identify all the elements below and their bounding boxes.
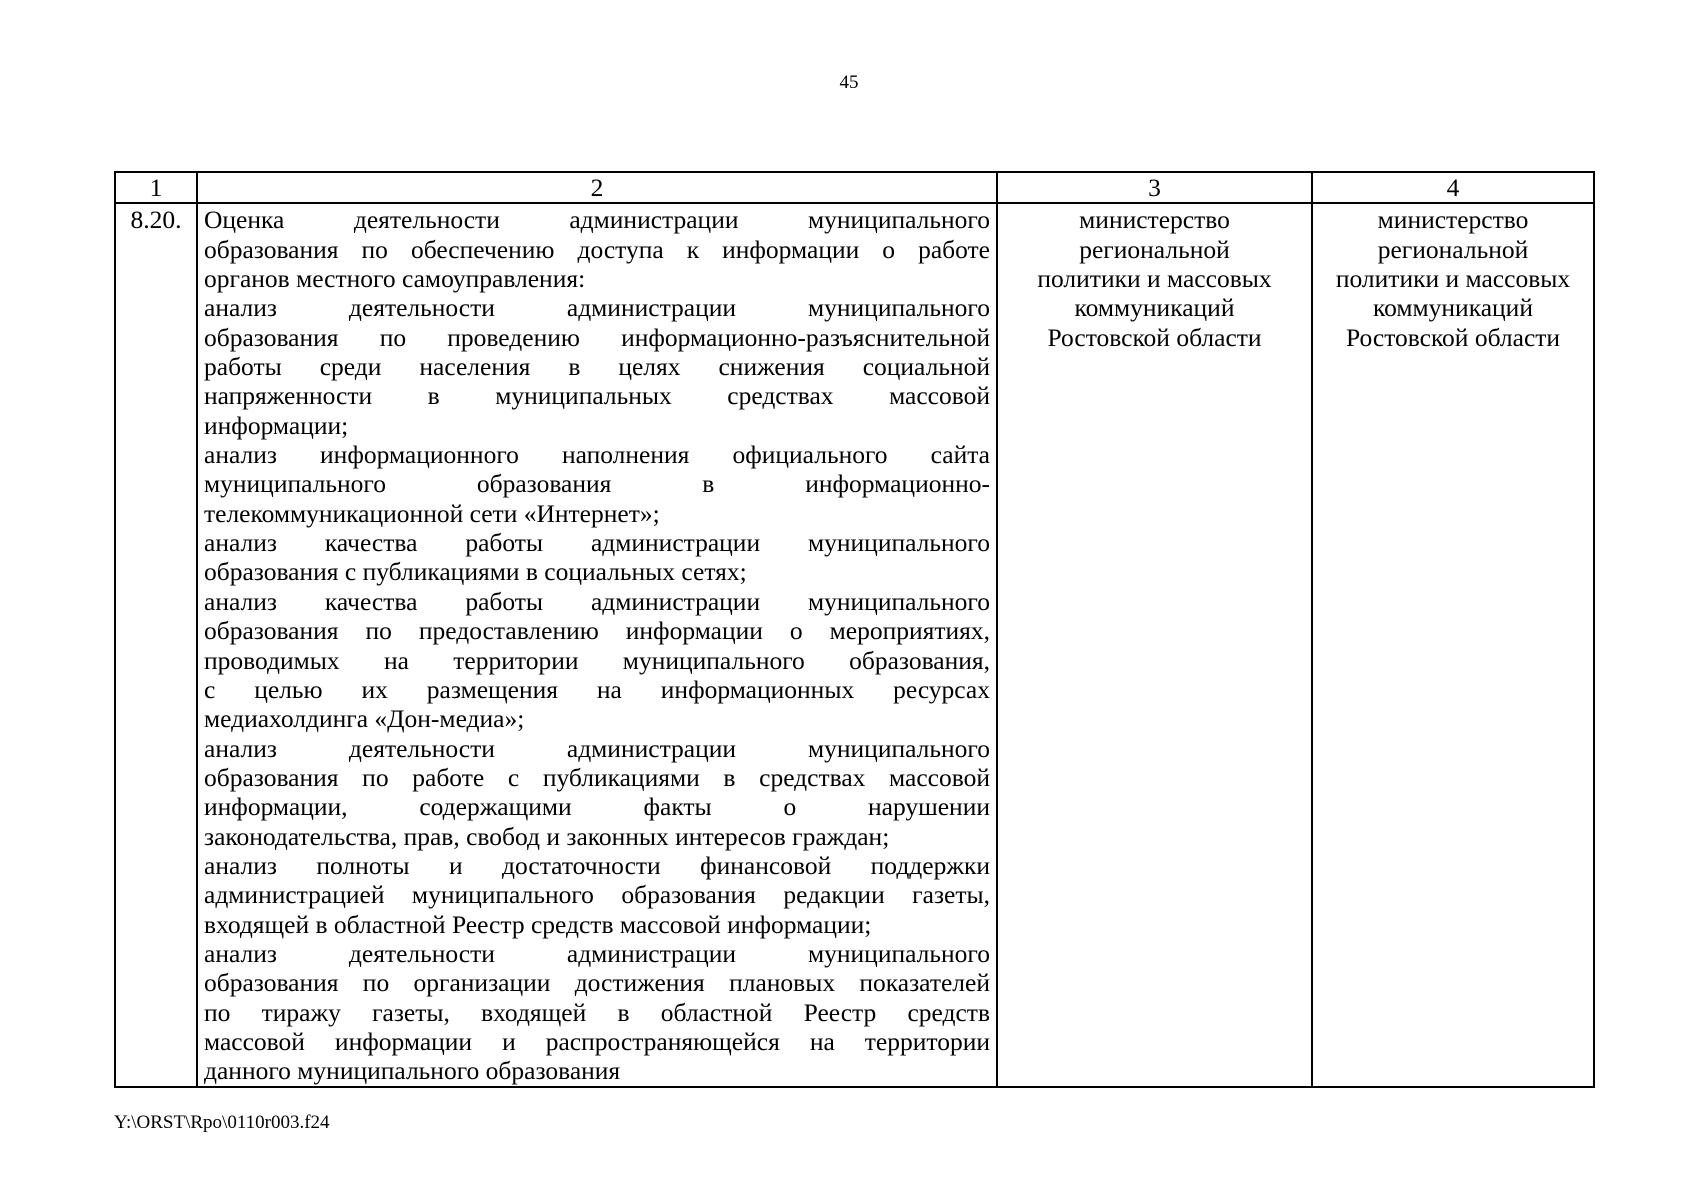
description-line: с целью их размещения на информационных ресурсах	[204, 674, 990, 704]
description-line: Оценка деятельности администрации муниципального	[204, 205, 990, 235]
row-description	[197, 203, 997, 1086]
description-line: образования по предоставлению информации о мероприятиях,	[204, 616, 990, 646]
org-line: политики и массовых	[1335, 264, 1571, 294]
table-row	[115, 203, 1594, 1086]
description-line: проводимых на территории муниципального образования,	[204, 645, 990, 675]
description-line: анализ полноты и достаточности финансовой поддержки	[204, 850, 990, 880]
description-line: образования по организации достижения плановых показателей	[204, 968, 990, 998]
table-header-row	[115, 172, 1594, 203]
description-line: образования с публикациями в социальных сетях;	[204, 557, 747, 587]
description-line: анализ качества работы администрации муниципального	[204, 586, 990, 616]
description-line: законодательства, прав, свобод и законных интересов граждан;	[204, 821, 890, 851]
description-line: массовой информации и распространяющейся на территории	[204, 1026, 990, 1056]
description-line: анализ деятельности администрации муниципального	[204, 293, 990, 323]
description-line: медиахолдинга «Дон-медиа»;	[204, 704, 525, 734]
org-line: региональной	[1079, 234, 1230, 264]
description-line: анализ деятельности администрации муниципального	[204, 938, 990, 968]
description-line: образования по обеспечению доступа к информации о работе	[204, 234, 990, 264]
description-line: анализ информационного наполнения официального сайта	[204, 440, 990, 470]
org-line: региональной	[1377, 234, 1529, 264]
description-line: анализ качества работы администрации муниципального	[204, 528, 990, 558]
org-line: министерство	[1377, 205, 1529, 235]
org-line: коммуникаций	[1074, 293, 1235, 323]
page-number: 45	[839, 72, 859, 93]
description-line: органов местного самоуправления:	[204, 264, 586, 294]
description-line: анализ деятельности администрации муниципального	[204, 733, 990, 763]
header-col-2: 2	[197, 172, 997, 203]
measures-table	[114, 171, 1595, 1088]
header-col-4: 4	[1312, 172, 1594, 203]
org-line: Ростовской области	[1345, 322, 1561, 352]
description-line: информации;	[204, 410, 349, 440]
row-responsible-org	[997, 203, 1312, 1086]
description-line: работы среди населения в целях снижения социальной	[204, 352, 990, 382]
description-line: данного муниципального образования	[204, 1056, 621, 1086]
description-line: муниципального образования в информационно-	[204, 469, 990, 499]
description-line: телекоммуникационной сети «Интернет»;	[204, 498, 660, 528]
row-coordinating-org	[1312, 203, 1594, 1086]
row-number: 8.20.	[115, 203, 197, 1086]
description-line: образования по работе с публикациями в средствах массовой	[204, 762, 990, 792]
description-line: напряженности в муниципальных средствах массовой	[204, 381, 990, 411]
description-line: входящей в областной Реестр средств массовой информации;	[204, 909, 872, 939]
org-line: коммуникаций	[1373, 293, 1533, 323]
header-col-1: 1	[115, 172, 197, 203]
org-line: министерство	[1079, 205, 1230, 235]
description-line: информации, содержащими факты о нарушении	[204, 792, 990, 822]
org-line: Ростовской области	[1047, 322, 1262, 352]
org-line: политики и массовых	[1037, 264, 1272, 294]
header-col-3: 3	[997, 172, 1312, 203]
description-line: образования по проведению информационно-разъяснительной	[204, 322, 990, 352]
file-path-footer: Y:\ORST\Rpo\0110r003.f24	[114, 1112, 330, 1133]
description-line: администрацией муниципального образования редакции газеты,	[204, 880, 990, 910]
description-line: по тиражу газеты, входящей в областной Реестр средств	[204, 997, 990, 1027]
